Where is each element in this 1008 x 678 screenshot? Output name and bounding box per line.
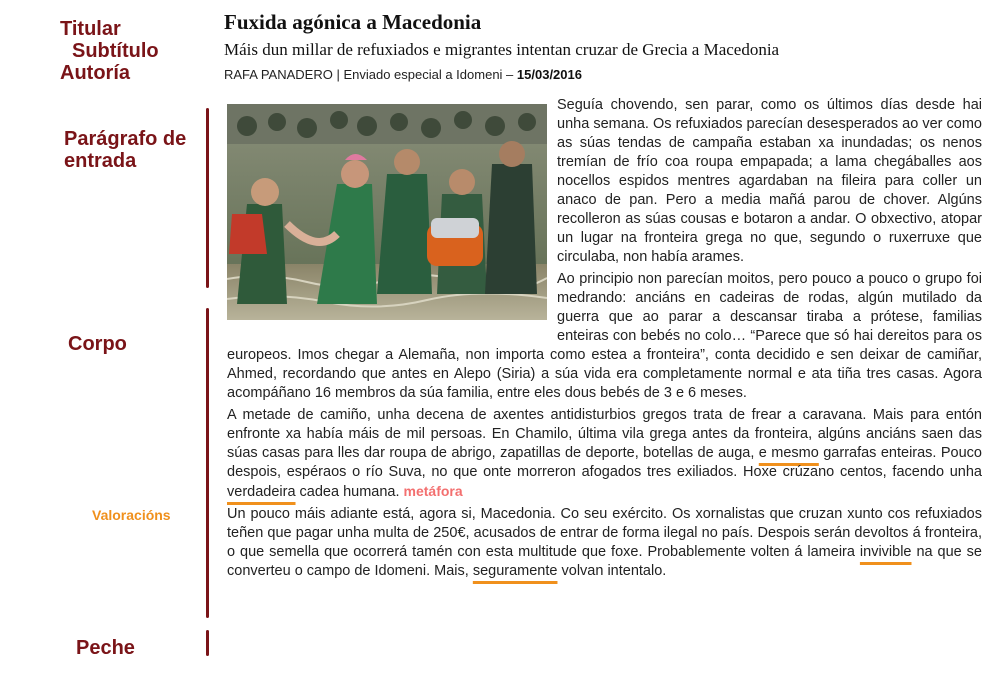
label-valoracions: Valoracións [92, 507, 171, 523]
photo-spacer [227, 96, 547, 328]
corpo-bracket [206, 308, 209, 618]
text-fragment: Un pouco máis adiante está, agora si, Macedonia. Co seu exército. Os xornalistas que cruzan xunto cos refuxiados teñen que pagar unha multa de 250€, acusados de entrar de forma ilegal no país. Despois serán devoltos á fronteira, o que semella que ocorrerá tamén con esta multitude que foxe. Probablemente volten á lameira [227, 506, 982, 560]
article-body [227, 96, 982, 584]
label-subtitulo: Subtítulo [72, 40, 159, 62]
label-autoria: Autoría [60, 62, 130, 84]
byline-date: 15/03/2016 [516, 67, 582, 82]
paragraph-corpo-1: Ao principio non parecían moitos, pero pouco a pouco o grupo foi medrando: anciáns en cadeiras de rodas, algún mutilado da guerra que ao parar a descansar tiraba a prótese, familias enteiras con bebés no colo… “Parece que só hai dereitos para os europeos. Imos chegar a Alemaña, non importa como estea a fronteira”, conta decidido e sen deixar de camiñar, Ahmed, recordando que antes en Alepo (Siria) a súa vida era completamente normal e ata tiña tres casas. Agora acompáñano 16 membros da súa familia, entre eles dous bebés de 3 e 6 meses. [227, 271, 982, 401]
text-fragment: volvan intentalo. [561, 563, 667, 579]
evaluation-verdadeira: verdadeira [227, 484, 296, 500]
paragraph-peche [227, 505, 982, 581]
label-corpo: Corpo [68, 333, 127, 355]
peche-bracket [206, 630, 209, 656]
label-titular: Titular [60, 18, 121, 40]
article-title: Fuxida agónica a Macedonia [224, 10, 482, 34]
text-fragment: cadea humana. [299, 484, 400, 500]
article-byline [224, 67, 582, 82]
paragraph-entrada: Seguía chovendo, sen parar, como os últimos días desde hai unha semana. Os refuxiados parecían desesperados ao ver como as súas tendas de campaña estaban xa inundadas; os nenos tremían de frío coa roupa empapada; a lama chegáballes aos nocellos espidos mentres agardaban na fileira para coller un anaco de pan. Pero a media mañá parou de chover. Algúns recolleron as súas cousas e botaron a andar. O obxectivo, atopar un lugar na fronteira grega no que, segundo o ruxerruxe que circulaba, non había arames. [557, 97, 982, 265]
byline-author: RAFA PANADERO | Enviado especial a Idomeni – [224, 67, 514, 82]
text-fragment: A metade de camiño, unha decena de axentes antidisturbios gregos trata de frear a caravana. Mais para entón enfronte xa había máis de mil persoas. En Chamilo, última vila grega antes da fronteira, algúns anciáns saen das súas casas para lles dar roupa de abrigo, zapatillas de deporte, botellas de auga, [227, 407, 982, 461]
label-metafora: metáfora [403, 483, 463, 499]
text-fragment: garrafas enteiras. Pouco despois, espéraos o río Suva, no que onte morreron afogados tres exiliados. Hoxe crúzano centos, facendo unha [227, 445, 982, 480]
evaluation-mesmo: e mesmo [758, 445, 819, 461]
label-peche: Peche [76, 637, 135, 659]
evaluation-seguramente: seguramente [472, 563, 558, 579]
text-fragment: na que se converteu o campo de Idomeni. Mais, [227, 544, 982, 579]
paragraph-corpo-2 [227, 406, 982, 502]
label-entrada: Parágrafo de entrada [64, 128, 187, 172]
article-subtitle: Máis dun millar de refuxiados e migrantes intentan cruzar de Grecia a Macedonia [224, 40, 780, 59]
evaluation-invivible: invivible [859, 544, 912, 560]
